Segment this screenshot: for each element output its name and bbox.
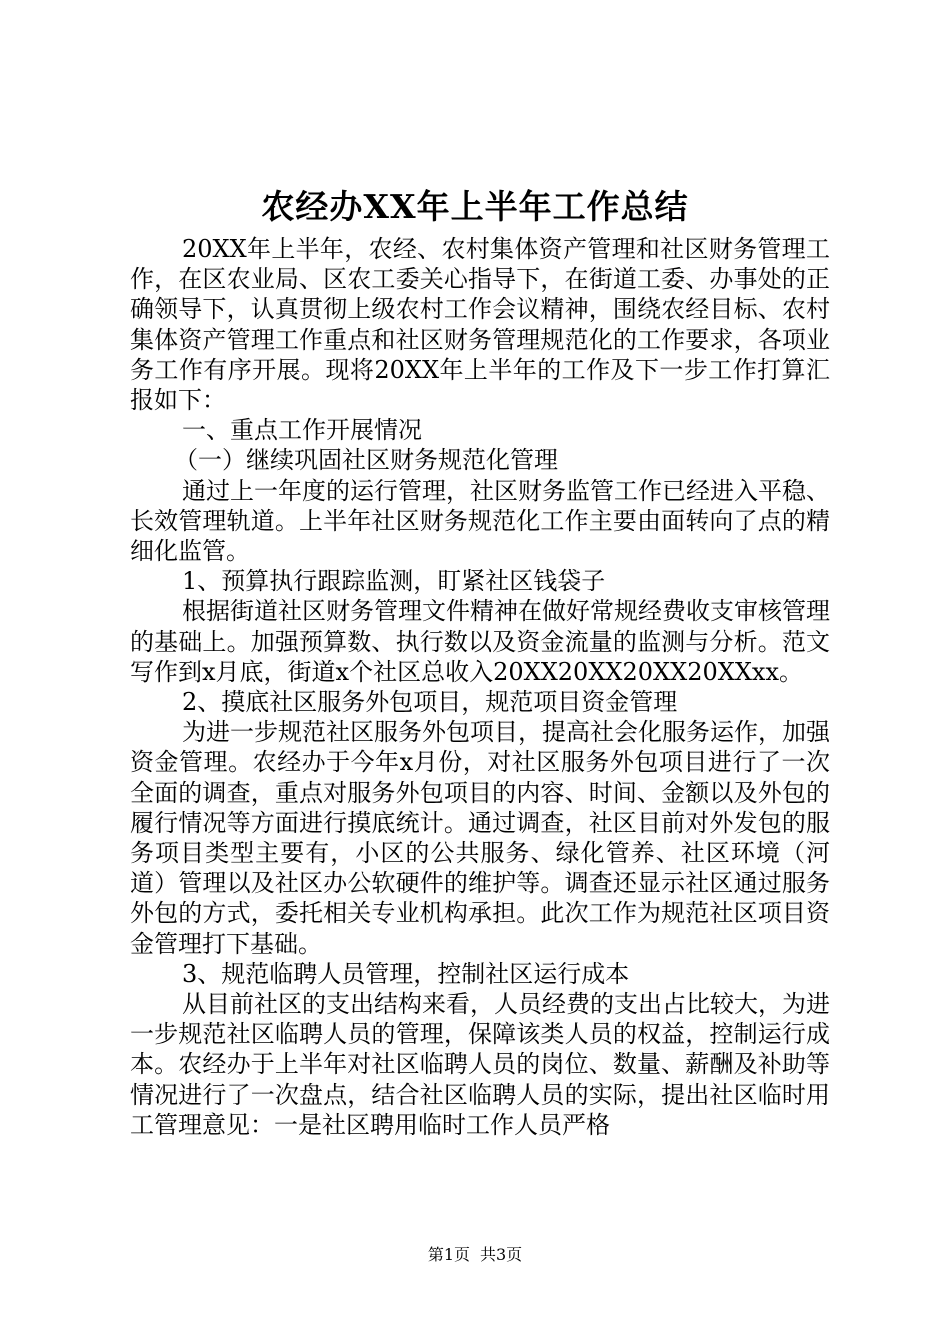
paragraph-intro: 20XX年上半年，农经、农村集体资产管理和社区财务管理工作，在区农业局、区农工委关心指导下，在街道工委、办事处的正确领导下，认真贯彻上级农村工作会议精神，围绕农经目标、农村集体资产管理工作重点和社区财务管理规范化的工作要求，各项业务工作有序开展。现将20XX年上半年的工作及下一步工作打算汇报如下： [130, 235, 830, 415]
paragraph-subsection-1: 通过上一年度的运行管理，社区财务监管工作已经进入平稳、长效管理轨道。上半年社区财务规范化工作主要由面转向了点的精细化监管。 [130, 476, 830, 566]
heading-subsection-1: （一）继续巩固社区财务规范化管理 [174, 446, 558, 475]
page-footer [0, 1244, 950, 1266]
paragraph-item-2: 为进一步规范社区服务外包项目，提高社会化服务运作，加强资金管理。农经办于今年x月份，对社区服务外包项目进行了一次全面的调查，重点对服务外包项目的内容、时间、金额以及外包的履行情况等方面进行摸底统计。通过调查，社区目前对外发包的服务项目类型主要有，小区的公共服务、绿化管养、社区环境（河道）管理以及社区办公软硬件的维护等。调查还显示社区通过服务外包的方式，委托相关专业机构承担。此次工作为规范社区项目资金管理打下基础。 [130, 718, 830, 958]
page-total: 共3页 [480, 1245, 523, 1264]
heading-section-1: 一、重点工作开展情况 [182, 416, 422, 445]
document-body [130, 234, 830, 1140]
paragraph-item-3: 从目前社区的支出结构来看，人员经费的支出占比较大，为进一步规范社区临聘人员的管理，保障该类人员的权益，控制运行成本。农经办于上半年对社区临聘人员的岗位、数量、薪酬及补助等情况进行了一次盘点，结合社区临聘人员的实际，提出社区临时用工管理意见：一是社区聘用临时工作人员严格 [130, 990, 830, 1139]
paragraph-item-1: 根据街道社区财务管理文件精神在做好常规经费收支审核管理的基础上。加强预算数、执行数以及资金流量的监测与分析。范文写作到x月底，街道x个社区总收入20XX20XX20XX20XXxx。 [130, 597, 830, 686]
heading-item-2: 2、摸底社区服务外包项目，规范项目资金管理 [182, 688, 678, 717]
page-number: 第1页 [427, 1245, 470, 1264]
heading-item-3: 3、规范临聘人员管理，控制社区运行成本 [182, 959, 630, 988]
heading-item-1: 1、预算执行跟踪监测，盯紧社区钱袋子 [182, 567, 606, 596]
document-title: 农经办XX年上半年工作总结 [261, 187, 689, 226]
